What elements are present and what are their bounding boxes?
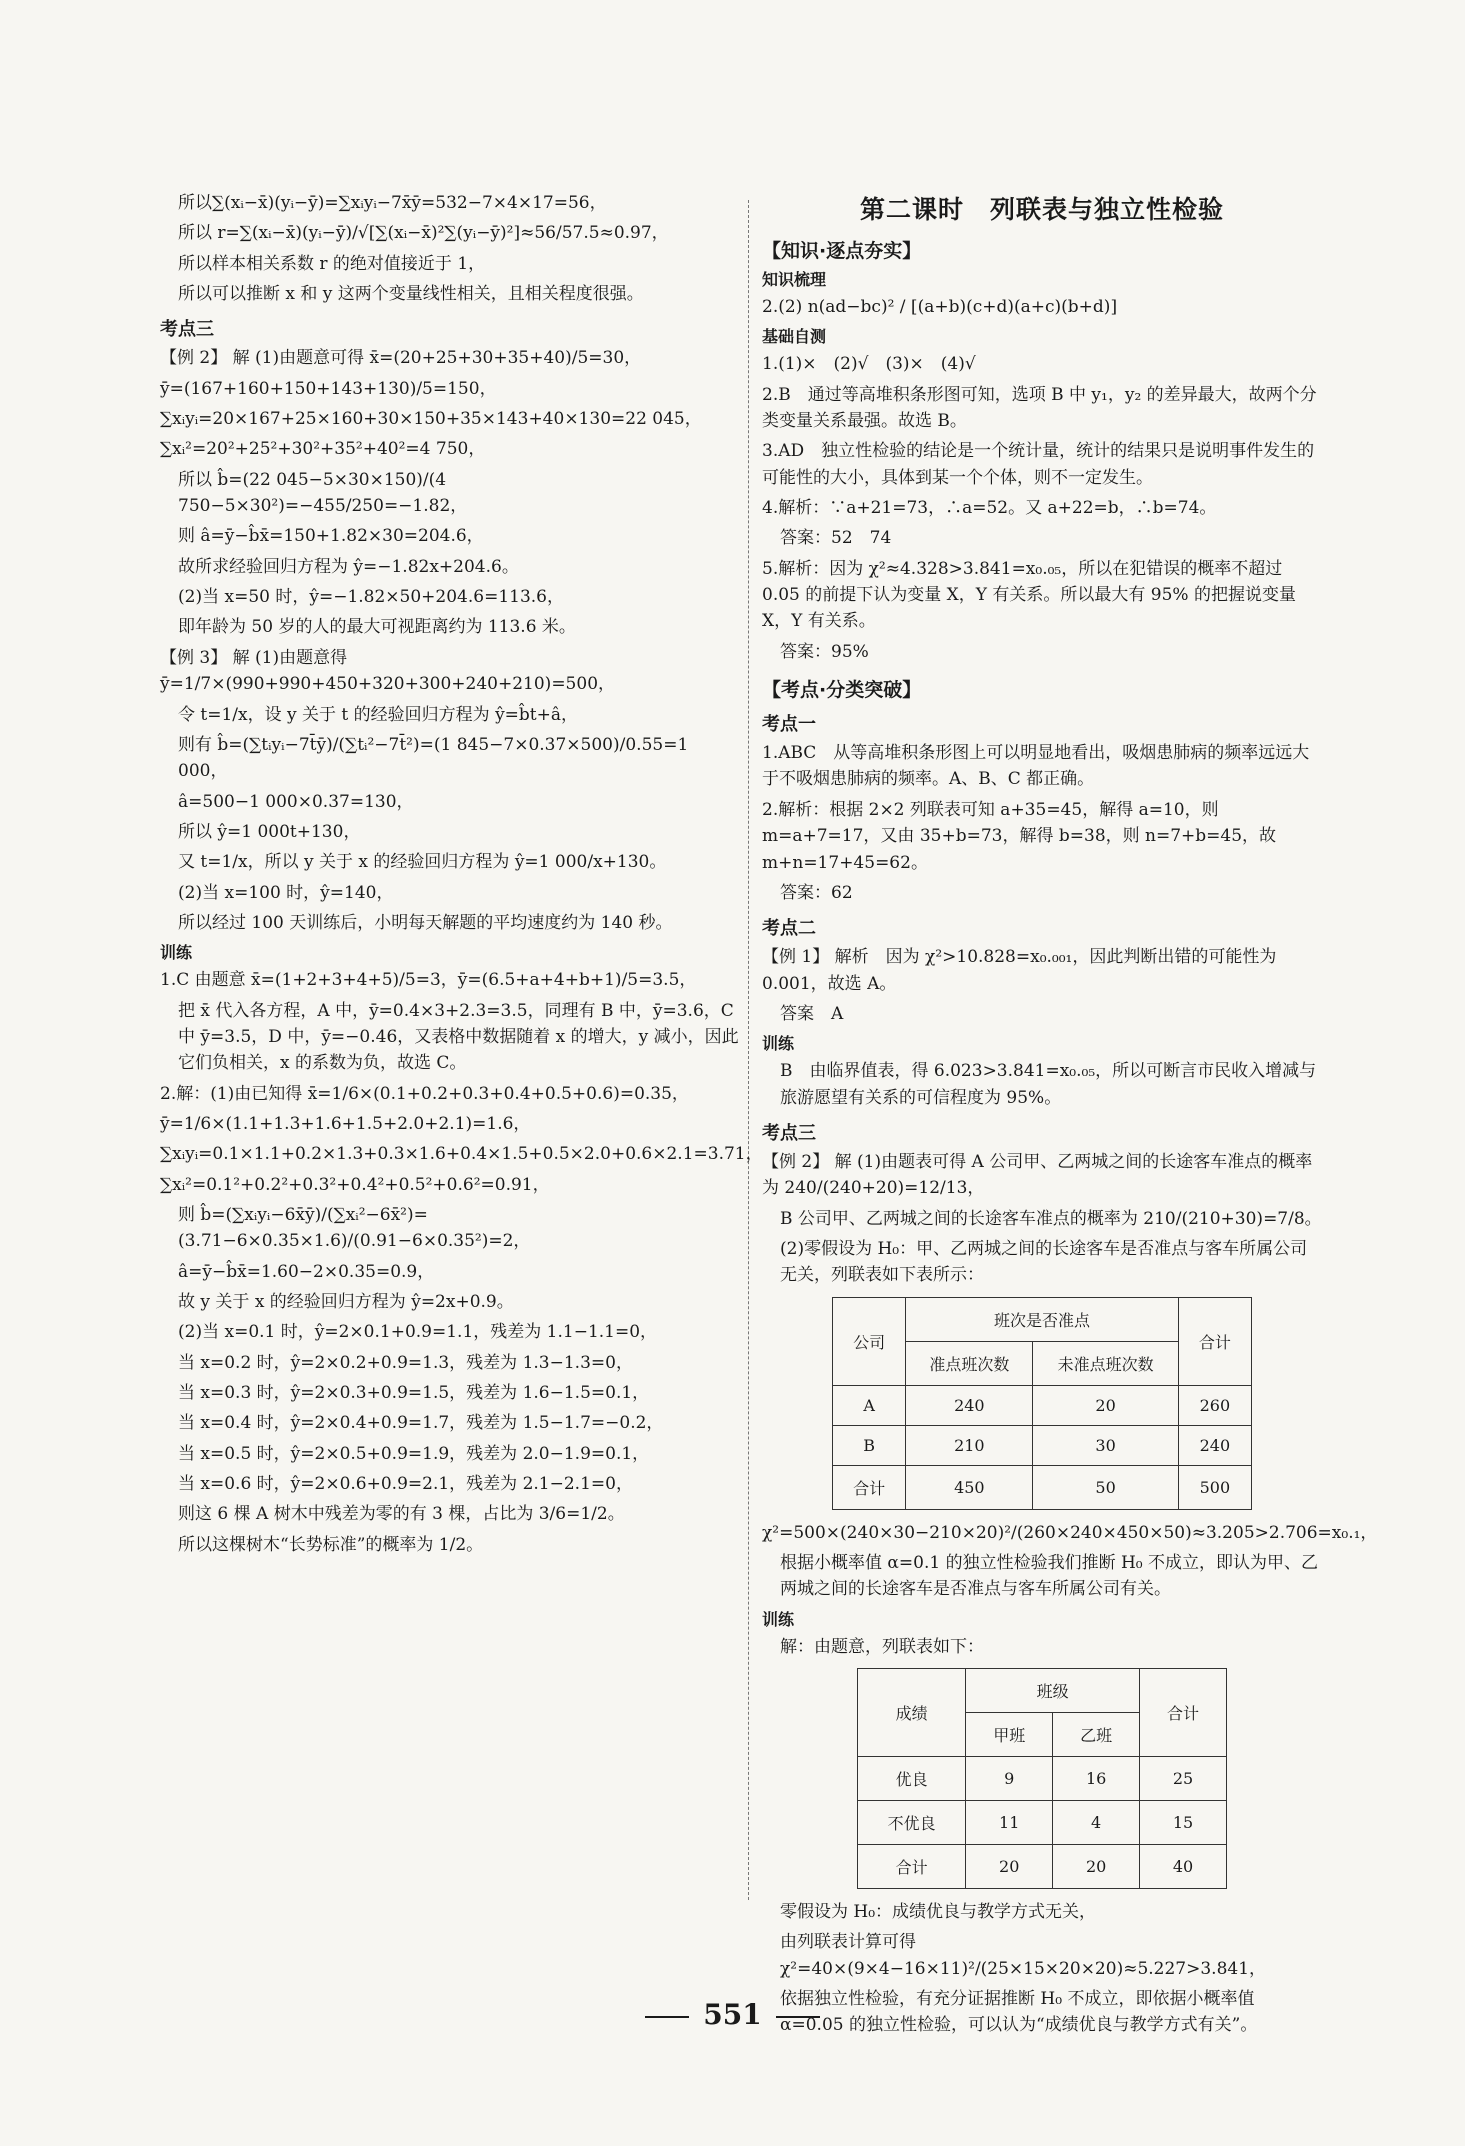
table-header-total: 合计 [1178, 1297, 1251, 1385]
table-cell: 210 [906, 1425, 1033, 1465]
section-heading: 考点二 [762, 918, 816, 940]
text-line: (2)零假设为 H₀：甲、乙两城之间的长途客车是否准点与客车所属公司无关，列联表如下表所示： [780, 1238, 1308, 1286]
table-cell: 16 [1053, 1757, 1140, 1801]
table-header-late: 未准点班次数 [1033, 1341, 1178, 1385]
text-line: 当 x=0.6 时，ŷ=2×0.6+0.9=2.1，残差为 2.1−2.1=0， [178, 1474, 633, 1495]
table-header-company: 公司 [833, 1297, 906, 1385]
column-divider [748, 200, 749, 1900]
table-cell: 260 [1178, 1385, 1251, 1425]
text-line: 2.解析：根据 2×2 列联表可知 a+35=45，解得 a=10，则 m=a+7=17，又由 35+b=73，解得 b=38，则 n=7+b=45，故 m+n=17+45=62。 [762, 799, 1277, 873]
text-line: â=ȳ−b̂x̄=1.60−2×0.35=0.9， [178, 1261, 435, 1282]
subsection-heading: 训练 [762, 1609, 795, 1629]
table-cell: 4 [1053, 1801, 1140, 1845]
text-line: 所以 b̂=(22 045−5×30×150)/(4 750−5×30²)=−455/250=−1.82， [178, 469, 468, 517]
text-line: ȳ=1/6×(1.1+1.3+1.6+1.5+2.0+2.1)=1.6， [160, 1113, 531, 1134]
text-line: 所以∑(xᵢ−x̄)(yᵢ−ȳ)=∑xᵢyᵢ−7x̄ȳ=532−7×4×17=56， [178, 193, 607, 213]
text-line: 零假设为 H₀：成绩优良与教学方式无关， [780, 1902, 1097, 1922]
text-line: 故 y 关于 x 的经验回归方程为 ŷ=2x+0.9。 [178, 1292, 514, 1313]
table-cell: 20 [966, 1845, 1053, 1889]
text-line: 则有 b̂=(∑tᵢyᵢ−7t̄ȳ)/(∑tᵢ²−7t̄²)=(1 845−7×0.37×500)/0.55=1 000， [178, 734, 689, 782]
text-line: 1.ABC 从等高堆积条形图上可以明显地看出，吸烟患肺病的频率远远大于不吸烟患肺病的频率。A、B、C 都正确。 [762, 743, 1310, 790]
text-line: B 由临界值表，得 6.023>3.841=x₀.₀₅，所以可断言市民收入增减与旅游愿望有关系的可信程度为 95%。 [780, 1061, 1317, 1108]
text-line: 3.AD 独立性检验的结论是一个统计量，统计的结果只是说明事件发生的可能性的大小，具体到某一个个体，则不一定发生。 [762, 441, 1315, 488]
text-line: ȳ=(167+160+150+143+130)/5=150， [160, 378, 497, 399]
text-line: (2)当 x=0.1 时，ŷ=2×0.1+0.9=1.1，残差为 1.1−1.1=0， [178, 1322, 658, 1343]
section-heading: 【考点·分类突破】 [762, 679, 922, 702]
text-line: 根据小概率值 α=0.1 的独立性检验我们推断 H₀ 不成立，即认为甲、乙两城之间的长途客车是否准点与客车所属公司有关。 [780, 1552, 1319, 1600]
footer-dash-right [776, 2016, 820, 2018]
section-heading: 考点三 [160, 319, 214, 341]
contingency-table-bus [832, 1297, 1252, 1510]
subsection-heading: 训练 [762, 1034, 795, 1054]
text-line: ∑xᵢyᵢ=0.1×1.1+0.2×1.3+0.3×1.6+0.4×1.5+0.5×2.0+0.6×2.1=3.71， [160, 1144, 763, 1165]
table-cell: 20 [1033, 1385, 1178, 1425]
text-line: 答案：52 74 [780, 528, 892, 549]
subsection-heading: 知识梳理 [762, 270, 827, 289]
text-line: 4.解析：∵a+21=73，∴a=52。又 a+22=b，∴b=74。 [762, 498, 1217, 519]
text-line: 令 t=1/x，设 y 关于 t 的经验回归方程为 ŷ=b̂t+â， [178, 704, 579, 725]
text-line: 1.(1)× (2)√ (3)× (4)√ [762, 354, 976, 375]
text-line: ∑xᵢ²=20²+25²+30²+35²+40²=4 750， [160, 439, 486, 460]
table-cell: 40 [1140, 1845, 1227, 1889]
text-line: 所以可以推断 x 和 y 这两个变量线性相关，且相关程度很强。 [178, 284, 644, 305]
text-line: 则 b̂=(∑xᵢyᵢ−6x̄ȳ)/(∑xᵢ²−6x̄²)=(3.71−6×0.35×1.6)/(0.91−6×0.35²)=2， [178, 1205, 531, 1252]
section-title: 第二课时 列联表与独立性检验 [859, 195, 1224, 224]
table-cell: 9 [966, 1757, 1053, 1801]
table-row [858, 1801, 1227, 1845]
table-cell: 450 [906, 1465, 1033, 1509]
table-row [833, 1465, 1252, 1509]
text-line: 则 â=ȳ−b̂x̄=150+1.82×30=204.6， [178, 526, 484, 547]
text-line: (2)当 x=100 时，ŷ=140， [178, 882, 394, 903]
text-line: 由列联表计算可得 χ²=40×(9×4−16×11)²/(25×15×20×20)≈5.227>3.841， [780, 1932, 1267, 1979]
table-header-total: 合计 [1140, 1669, 1227, 1757]
text-line: 所以 r=∑(xᵢ−x̄)(yᵢ−ȳ)/√[∑(xᵢ−x̄)²∑(yᵢ−ȳ)²]≈56/57.5≈0.97， [178, 223, 669, 244]
table-header-class-b: 乙班 [1053, 1713, 1140, 1757]
text-line: 【例 2】 解 (1)由题意可得 x̄=(20+25+30+35+40)/5=30， [160, 348, 642, 369]
text-line: â=500−1 000×0.37=130， [178, 791, 414, 812]
left-column [160, 190, 763, 1562]
page-number: 551 [703, 1998, 762, 2031]
right-block-chisq [762, 1520, 1378, 1660]
table-row [833, 1425, 1252, 1465]
table-row [833, 1385, 1252, 1425]
text-line: 即年龄为 50 岁的人的最大可视距离约为 113.6 米。 [178, 617, 576, 638]
text-line: ∑xᵢ²=0.1²+0.2²+0.3²+0.4²+0.5²+0.6²=0.91， [160, 1174, 550, 1195]
text-line: 答案：62 [780, 882, 853, 903]
section-heading: 【知识·逐点夯实】 [762, 240, 922, 262]
text-line: χ²=500×(240×30−210×20)²/(260×240×450×50)≈3.205>2.706=x₀.₁， [762, 1522, 1378, 1543]
right-column [762, 190, 1378, 2043]
table-row [858, 1845, 1227, 1889]
table-cell: B [833, 1425, 906, 1465]
text-line: 当 x=0.4 时，ŷ=2×0.4+0.9=1.7，残差为 1.5−1.7=−0.2， [178, 1413, 664, 1434]
text-line: 答案 A [780, 1003, 844, 1024]
contingency-table-class [857, 1668, 1227, 1889]
footer-dash-left [645, 2016, 689, 2018]
text-line: 所以 ŷ=1 000t+130， [178, 821, 361, 842]
subsection-heading: 训练 [160, 943, 193, 963]
text-line: 又 t=1/x，所以 y 关于 x 的经验回归方程为 ŷ=1 000/x+130。 [178, 852, 667, 873]
text-line: 则这 6 棵 A 树木中残差为零的有 3 棵，占比为 3/6=1/2。 [178, 1504, 625, 1525]
text-line: 所以经过 100 天训练后，小明每天解题的平均速度约为 140 秒。 [178, 912, 673, 933]
table-cell: 30 [1033, 1425, 1178, 1465]
text-line: 故所求经验回归方程为 ŷ=−1.82x+204.6。 [178, 556, 519, 577]
text-line: 5.解析：因为 χ²≈4.328>3.841=x₀.₀₅，所以在犯错误的概率不超过 0.05 的前提下认为变量 X，Y 有关系。所以最大有 95% 的把握说变量 X，Y 有关系。 [762, 558, 1296, 632]
text-line: B 公司甲、乙两城之间的长途客车准点的概率为 210/(210+30)=7/8。 [780, 1208, 1322, 1229]
page-number-footer [0, 1998, 1465, 2031]
table-header-group: 班次是否准点 [906, 1297, 1179, 1341]
table-cell: 不优良 [858, 1801, 966, 1845]
text-line: (2)当 x=50 时，ŷ=−1.82×50+204.6=113.6， [178, 587, 564, 608]
right-block-knowledge [762, 236, 1322, 1289]
text-line: 依据独立性检验，有充分证据推断 H₀ 不成立，即依据小概率值 α=0.05 的独立性检验，可以认为“成绩优良与教学方式有关”。 [780, 1989, 1258, 2036]
table-cell: 15 [1140, 1801, 1227, 1845]
text-line: 所以样本相关系数 r 的绝对值接近于 1， [178, 253, 486, 274]
table-cell: 240 [906, 1385, 1033, 1425]
table-cell: 240 [1178, 1425, 1251, 1465]
table-cell: 合计 [833, 1465, 906, 1509]
text-line: 【例 2】 解 (1)由题表可得 A 公司甲、乙两城之间的长途客车准点的概率为 240/(240+20)=12/13， [762, 1151, 1313, 1199]
text-line: 所以这棵树木“长势标准”的概率为 1/2。 [178, 1534, 484, 1555]
text-line: 当 x=0.3 时，ŷ=2×0.3+0.9=1.5，残差为 1.6−1.5=0.1， [178, 1383, 650, 1404]
table-header-class: 班级 [966, 1669, 1140, 1713]
section-heading: 考点一 [762, 714, 816, 736]
table-header-score: 成绩 [858, 1669, 966, 1757]
table-row [858, 1757, 1227, 1801]
text-line: 2.解：(1)由已知得 x̄=1/6×(0.1+0.2+0.3+0.4+0.5+0.6)=0.35， [160, 1083, 689, 1104]
table-cell: 25 [1140, 1757, 1227, 1801]
text-line: 把 x̄ 代入各方程，A 中，ȳ=0.4×3+2.3=3.5，同理有 B 中，ȳ=3.6，C 中 ȳ=3.5，D 中，ȳ=−0.46，又表格中数据随着 x 的增大，y 减小，因此它们负相关，x 的系数为负，故选 C。 [178, 1000, 739, 1074]
section-heading: 考点三 [762, 1122, 816, 1144]
table-header-class-a: 甲班 [966, 1713, 1053, 1757]
table-cell: 20 [1053, 1845, 1140, 1889]
text-line: 【例 1】 解析 因为 χ²>10.828=x₀.₀₀₁，因此判断出错的可能性为 0.001，故选 A。 [762, 947, 1277, 994]
table-cell: A [833, 1385, 906, 1425]
text-line: 2.B 通过等高堆积条形图可知，选项 B 中 y₁，y₂ 的差异最大，故两个分类变量关系最强。故选 B。 [762, 384, 1317, 432]
text-line: 解：由题意，列联表如下： [780, 1636, 984, 1657]
table-header-on-time: 准点班次数 [906, 1341, 1033, 1385]
table-cell: 11 [966, 1801, 1053, 1845]
table-cell: 优良 [858, 1757, 966, 1801]
text-line: 当 x=0.2 时，ŷ=2×0.2+0.9=1.3，残差为 1.3−1.3=0， [178, 1352, 633, 1373]
table-cell: 合计 [858, 1845, 966, 1889]
table-cell: 50 [1033, 1465, 1178, 1509]
text-line: ∑xᵢyᵢ=20×167+25×160+30×150+35×143+40×130=22 045， [160, 409, 702, 430]
subsection-heading: 基础自测 [762, 327, 827, 347]
text-line: 2.(2) n(ad−bc)² / [(a+b)(c+d)(a+c)(b+d)] [762, 297, 1118, 317]
text-line: 【例 3】 解 (1)由题意得 ȳ=1/7×(990+990+450+320+300+240+210)=500， [160, 647, 616, 695]
table-cell: 500 [1178, 1465, 1251, 1509]
text-line: 当 x=0.5 时，ŷ=2×0.5+0.9=1.9，残差为 2.0−1.9=0.1， [178, 1443, 650, 1464]
text-line: 答案：95% [780, 641, 869, 662]
text-line: 1.C 由题意 x̄=(1+2+3+4+5)/5=3，ȳ=(6.5+a+4+b+1)/5=3.5， [160, 970, 697, 991]
